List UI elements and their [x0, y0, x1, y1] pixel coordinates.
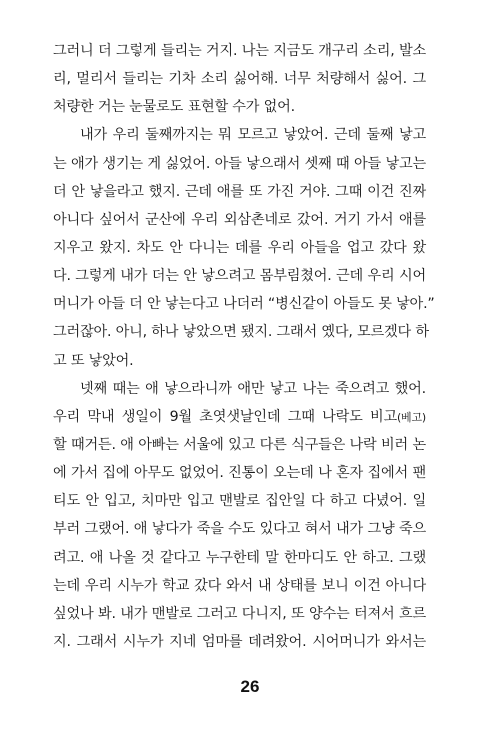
- text-line: 더 안 낳을라고 했지. 근데 애를 또 가진 거야. 그때 이건 진짜: [53, 183, 426, 200]
- text-line-with-annotation: [53, 403, 426, 431]
- text-line: 할 때거든. 애 아빠는 서울에 있고 다른 식구들은 나락 비러 논: [53, 436, 426, 453]
- text-line: 지우고 왔지. 차도 안 다니는 데를 우리 아들을 업고 갔다 왔: [53, 239, 426, 256]
- text-line: 티도 안 입고, 치마만 입고 맨발로 집안일 다 하고 다녔어. 일: [53, 493, 426, 510]
- text-line: 고 또 낳았어.: [53, 352, 134, 369]
- text-line: 다. 그렇게 내가 더는 안 낳으려고 몸부림쳤어. 근데 우리 시어: [53, 268, 426, 285]
- text-line: 리, 멀리서 들리는 기차 소리 싫어해. 너무 처량해서 싫어. 그: [53, 71, 426, 88]
- body-text: [53, 37, 435, 656]
- text-line: 아니다 싶어서 군산에 우리 외삼촌네로 갔어. 거기 가서 애를: [53, 211, 426, 228]
- text-line: 그러니 더 그렇게 들리는 거지. 나는 지금도 개구리 소리, 발소: [53, 43, 426, 59]
- text-line: 에 가서 집에 아무도 없었어. 진통이 오는데 나 혼자 집에서 팬: [53, 465, 426, 482]
- page-number: 26: [240, 677, 260, 696]
- text-line: 부러 그랬어. 애 낳다가 죽을 수도 있다고 혀서 내가 그냥 죽으: [53, 521, 426, 538]
- text-line: 지. 그래서 시누가 지네 엄마를 데려왔어. 시어머니가 와서는: [53, 633, 426, 650]
- text-line: 머니가 아들 더 안 낳는다고 나더러 “병신같이 아들도 못 낳아.”: [53, 296, 435, 313]
- text-line: 는데 우리 시누가 학교 갔다 와서 내 상태를 보니 이건 아니다: [53, 577, 426, 594]
- reading-annotation: (베고): [396, 410, 426, 424]
- text-line: 려고. 애 나올 것 같다고 누구한테 말 한마디도 안 하고. 그랬: [53, 549, 426, 566]
- text-segment: 우리 막내 생일이 9월 초엿샛날인데 그때 나락도 비고: [53, 408, 397, 425]
- text-line: 처량한 거는 눈물로도 표현할 수가 없어.: [53, 99, 295, 116]
- paragraph-first-line: 내가 우리 둘째까지는 뭐 모르고 낳았어. 근데 둘째 낳고: [80, 127, 426, 144]
- paragraph-first-line: 넷째 때는 애 낳으라니까 애만 낳고 나는 죽으려고 했어.: [80, 380, 426, 397]
- text-line: 는 애가 생기는 게 싫었어. 아들 낳으래서 셋째 때 아들 낳고는: [53, 155, 426, 172]
- text-line: 그러잖아. 아니, 하나 낳았으면 됐지. 그래서 옜다, 모르겠다 하: [53, 324, 429, 341]
- text-line: 싶었나 봐. 내가 맨발로 그러고 다니지, 또 양수는 터져서 흐르: [53, 605, 426, 622]
